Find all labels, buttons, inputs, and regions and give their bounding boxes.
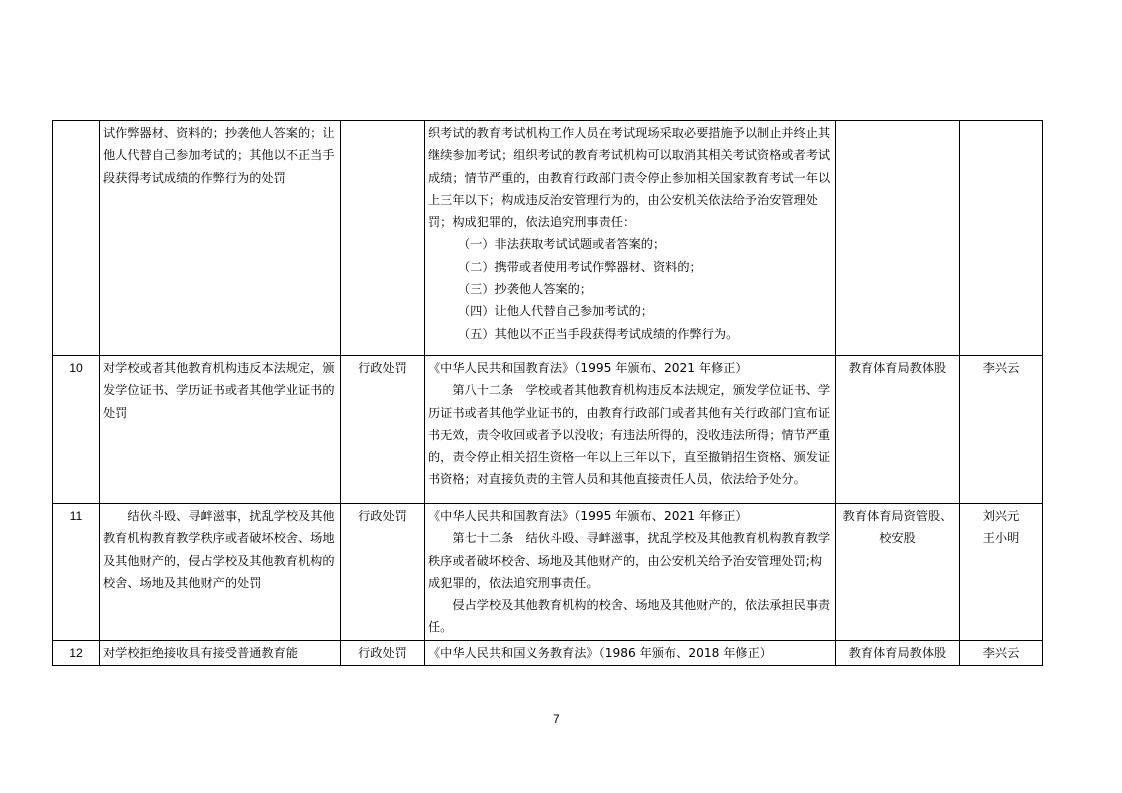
basis-text: 织考试的教育考试机构工作人员在考试现场采取必要措施予以制止并终止其继续参加考试；组织考试的教育考试机构可以取消其相关考试资格或者考试成绩；情节严重的，由教育行政部门责令停止参加相关国家教育考试一年以上三年以下；构成违反治安管理行为的，由公安机关依法给予治安管理处罚；构成犯罪的，依法追究刑事责任： xyxy=(428,126,831,230)
basis-text: 第八十二条 学校或者其他教育机构违反本法规定，颁发学位证书、学历证书或者其他学业证书的，由教育行政部门或者其他有关行政部门宣布证书无效，责令收回或者予以没收；有违法所得的，没收违法所得；情节严重的，责令停止相关招生资格一年以上三年以下，直至撤销招生资格、颁发证书资格；对直接负责的主管人员和其他直接责任人员，依法给予处分。 xyxy=(428,383,831,487)
department xyxy=(836,121,960,356)
responsible-person xyxy=(960,121,1043,356)
responsible-person: 李兴云 xyxy=(960,640,1043,665)
responsible-person: 王小明 xyxy=(982,531,1020,546)
law-title: 《中华人民共和国教育法》（1995 年颁布、2021 年修正） xyxy=(428,361,748,375)
basis-item: （五）其他以不正当手段获得考试成绩的作弊行为。 xyxy=(458,326,739,341)
basis-text: 侵占学校及其他教育机构的校舍、场地及其他财产的，依法承担民事责任。 xyxy=(428,598,831,635)
department: 教育体育局资管股、校安股 xyxy=(836,504,960,641)
row-number: 10 xyxy=(53,356,100,504)
item-type xyxy=(341,121,425,356)
table-row xyxy=(53,356,1043,504)
item-name: 对学校或者其他教育机构违反本法规定，颁发学位证书、学历证书或者其他学业证书的处罚 xyxy=(100,356,341,504)
legal-basis xyxy=(425,356,836,504)
table-row xyxy=(53,504,1043,641)
item-type: 行政处罚 xyxy=(341,504,425,641)
table-row xyxy=(53,121,1043,356)
item-type: 行政处罚 xyxy=(341,356,425,504)
responsible-person: 李兴云 xyxy=(960,356,1043,504)
department: 教育体育局教体股 xyxy=(836,356,960,504)
basis-text: 第七十二条 结伙斗殴、寻衅滋事，扰乱学校及其他教育机构教育教学秩序或者破坏校舍、场地及其他财产的，由公安机关给予治安管理处罚;构成犯罪的，依法追究刑事责任。 xyxy=(428,531,831,590)
item-type: 行政处罚 xyxy=(341,640,425,665)
basis-item: （二）携带或者使用考试作弊器材、资料的； xyxy=(458,259,702,274)
law-title: 《中华人民共和国义务教育法》（1986 年颁布、2018 年修正） xyxy=(428,645,772,660)
row-number: 12 xyxy=(53,640,100,665)
law-title: 《中华人民共和国教育法》（1995 年颁布、2021 年修正） xyxy=(428,509,748,523)
legal-basis xyxy=(425,504,836,641)
legal-basis xyxy=(425,121,836,356)
responsible-person: 刘兴元 xyxy=(982,509,1020,523)
page-number: 7 xyxy=(553,712,560,726)
department: 教育体育局教体股 xyxy=(836,640,960,665)
row-number: 11 xyxy=(53,504,100,641)
table-row xyxy=(53,640,1043,665)
basis-item: （四）让他人代替自己参加考试的； xyxy=(458,304,653,319)
row-number xyxy=(53,121,100,356)
item-name: 结伙斗殴、寻衅滋事，扰乱学校及其他教育机构教育教学秩序或者破坏校舍、场地及其他财产的，侵占学校及其他教育机构的校舍、场地及其他财产的处罚 xyxy=(103,509,335,590)
basis-item: （三）抄袭他人答案的； xyxy=(458,282,593,297)
item-name-cell xyxy=(100,504,341,641)
responsible-person-cell xyxy=(960,504,1043,641)
penalty-table xyxy=(52,120,1043,666)
item-name: 对学校拒绝接收具有接受普通教育能 xyxy=(100,640,341,665)
item-name: 试作弊器材、资料的；抄袭他人答案的；让他人代替自己参加考试的；其他以不正当手段获得考试成绩的作弊行为的处罚 xyxy=(100,121,341,356)
legal-basis xyxy=(425,640,836,665)
basis-item: （一）非法获取考试试题或者答案的； xyxy=(458,237,666,252)
